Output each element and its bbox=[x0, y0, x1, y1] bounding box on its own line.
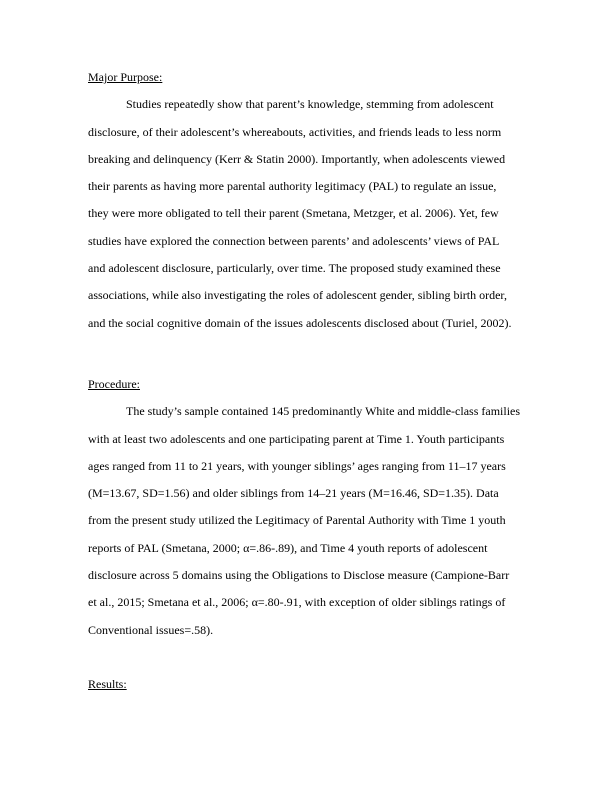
text-line: disclosure, of their adolescent’s whereabouts, activities, and friends leads to less norm bbox=[88, 124, 502, 139]
text-line: breaking and delinquency (Kerr & Statin 2000). Importantly, when adolescents viewed bbox=[88, 151, 506, 166]
section-procedure bbox=[88, 371, 526, 644]
text-line: (M=13.67, SD=1.56) and older siblings from 14–21 years (M=16.46, SD=1.35). Data bbox=[88, 486, 499, 501]
text-line: from the present study utilized the Legitimacy of Parental Authority with Time 1 youth bbox=[88, 513, 506, 528]
section-results bbox=[88, 671, 526, 698]
text-line: studies have explored the connection between parents’ and adolescents’ views of PAL bbox=[88, 233, 500, 248]
text-line: they were more obligated to tell their parent (Smetana, Metzger, et al. 2006). Yet, few bbox=[88, 206, 499, 221]
section-major-purpose bbox=[88, 64, 526, 337]
results-heading: Results: bbox=[88, 676, 127, 691]
text-line: with at least two adolescents and one participating parent at Time 1. Youth participants bbox=[88, 431, 505, 446]
text-line: The study’s sample contained 145 predominantly White and middle-class families bbox=[126, 404, 521, 419]
procedure-paragraph bbox=[88, 398, 526, 644]
text-line: their parents as having more parental authority legitimacy (PAL) to regulate an issue, bbox=[88, 179, 497, 194]
text-line: et al., 2015; Smetana et al., 2006; α=.80-.91, with exception of older siblings ratings of bbox=[88, 595, 506, 610]
text-line: and the social cognitive domain of the issues adolescents disclosed about (Turiel, 2002). bbox=[88, 315, 512, 330]
text-line: Conventional issues=.58). bbox=[88, 622, 214, 637]
text-line: disclosure across 5 domains using the Obligations to Disclose measure (Campione-Barr bbox=[88, 568, 510, 583]
text-line: and adolescent disclosure, particularly, over time. The proposed study examined these bbox=[88, 261, 501, 276]
procedure-heading: Procedure: bbox=[88, 376, 140, 391]
text-line: Studies repeatedly show that parent’s knowledge, stemming from adolescent bbox=[126, 97, 494, 112]
major-purpose-paragraph bbox=[88, 91, 526, 337]
text-line: reports of PAL (Smetana, 2000; α=.86-.89), and Time 4 youth reports of adolescent bbox=[88, 540, 488, 555]
text-line: associations, while also investigating the roles of adolescent gender, sibling birth order, bbox=[88, 288, 507, 303]
text-line: ages ranged from 11 to 21 years, with younger siblings’ ages ranging from 11–17 years bbox=[88, 458, 506, 473]
major-purpose-heading: Major Purpose: bbox=[88, 70, 163, 84]
